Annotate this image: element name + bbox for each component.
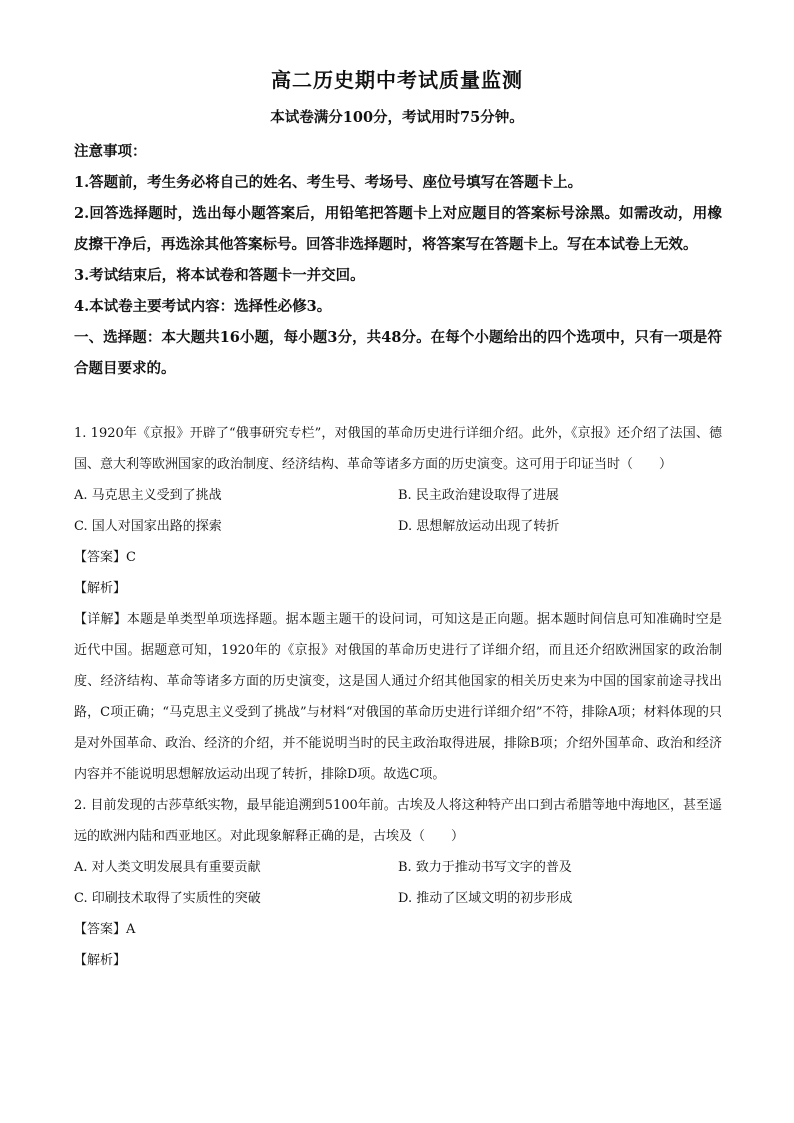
notice-heading: 注意事项： <box>74 143 147 160</box>
q1-option-b: B. 民主政治建设取得了进展 <box>398 488 559 503</box>
q2-option-a: A. 对人类文明发展具有重要贡献 <box>74 860 261 875</box>
notice-item-3: 3.考试结束后，将本试卷和答题卡一并交回。 <box>74 267 365 284</box>
q1-option-d: D. 思想解放运动出现了转折 <box>398 519 560 534</box>
q2-options-row-2 <box>74 883 722 914</box>
q1-answer-tag: 【答案】 <box>74 550 127 565</box>
q1-answer <box>74 542 722 573</box>
q1-option-c: C. 国人对国家出路的探索 <box>74 519 222 534</box>
q2-answer-tag: 【答案】 <box>74 922 127 937</box>
q1-detail: 【详解】本题是单类型单项选择题。据本题主题干的设问词，可知这是正向题。据本题时间信息可知准确时空是近代中国。据题意可知，1920年的《京报》对俄国的革命历史进行了详细介绍，而且还介绍欧洲国家的政治制度、经济结构、革命等诸多方面的历史演变，这是国人通过介绍其他国家的相关历史来为中国的国家前途寻找出路，C项正确；“马克思主义受到了挑战”与材料“对俄国的革命历史进行详细介绍”不符，排除A项；材料体现的只是对外国革命、政治、经济的介绍，并不能说明当时的民主政治取得进展，排除B项；介绍外国革命、政治和经济内容并不能说明思想解放运动出现了转折，排除D项。故选C项。 <box>74 612 722 782</box>
q1-stem: 1. 1920年《京报》开辟了“俄事研究专栏”，对俄国的革命历史进行详细介绍。此外，《京报》还介绍了法国、德国、意大利等欧洲国家的政治制度、经济结构、革命等诸多方面的历史演变。这可用于印证当时（ ） <box>74 426 722 472</box>
q1-answer-value: C <box>126 550 136 565</box>
q1-option-a: A. 马克思主义受到了挑战 <box>74 488 222 503</box>
q2-analysis-tag: 【解析】 <box>74 953 127 968</box>
q2-stem: 2. 目前发现的古莎草纸实物，最早能追溯到5100年前。古埃及人将这种特产出口到古希腊等地中海地区，甚至遥远的欧洲内陆和西亚地区。对此现象解释正确的是，古埃及（ ） <box>74 798 722 844</box>
page-title: 高二历史期中考试质量监测 <box>271 68 523 92</box>
notice-item-1: 1.答题前，考生务必将自己的姓名、考生号、考场号、座位号填写在答题卡上。 <box>74 174 583 191</box>
q1-options-row-1 <box>74 480 722 511</box>
q2-answer-value: A <box>126 922 136 937</box>
q2-options-row-1 <box>74 852 722 883</box>
section-heading: 一、选择题：本大题共16小题，每小题3分，共48分。在每个小题给出的四个选项中，只有一项是符合题目要求的。 <box>74 329 722 377</box>
q2-option-b: B. 致力于推动书写文字的普及 <box>398 860 572 875</box>
q2-option-d: D. 推动了区域文明的初步形成 <box>398 891 573 906</box>
q2-option-c: C. 印刷技术取得了实质性的突破 <box>74 891 261 906</box>
q1-analysis-tag: 【解析】 <box>74 581 127 596</box>
exam-subtitle: 本试卷满分100分，考试用时75分钟。 <box>270 109 524 126</box>
q1-options-row-2 <box>74 511 722 542</box>
notice-section <box>74 136 722 384</box>
q2-answer <box>74 914 722 945</box>
notice-item-4: 4.本试卷主要考试内容：选择性必修3。 <box>74 298 332 315</box>
questions <box>74 418 722 976</box>
notice-item-2: 2.回答选择题时，选出每小题答案后，用铅笔把答题卡上对应题目的答案标号涂黑。如需改动，用橡皮擦干净后，再选涂其他答案标号。回答非选择题时，将答案写在答题卡上。写在本试卷上无效。 <box>74 205 722 253</box>
